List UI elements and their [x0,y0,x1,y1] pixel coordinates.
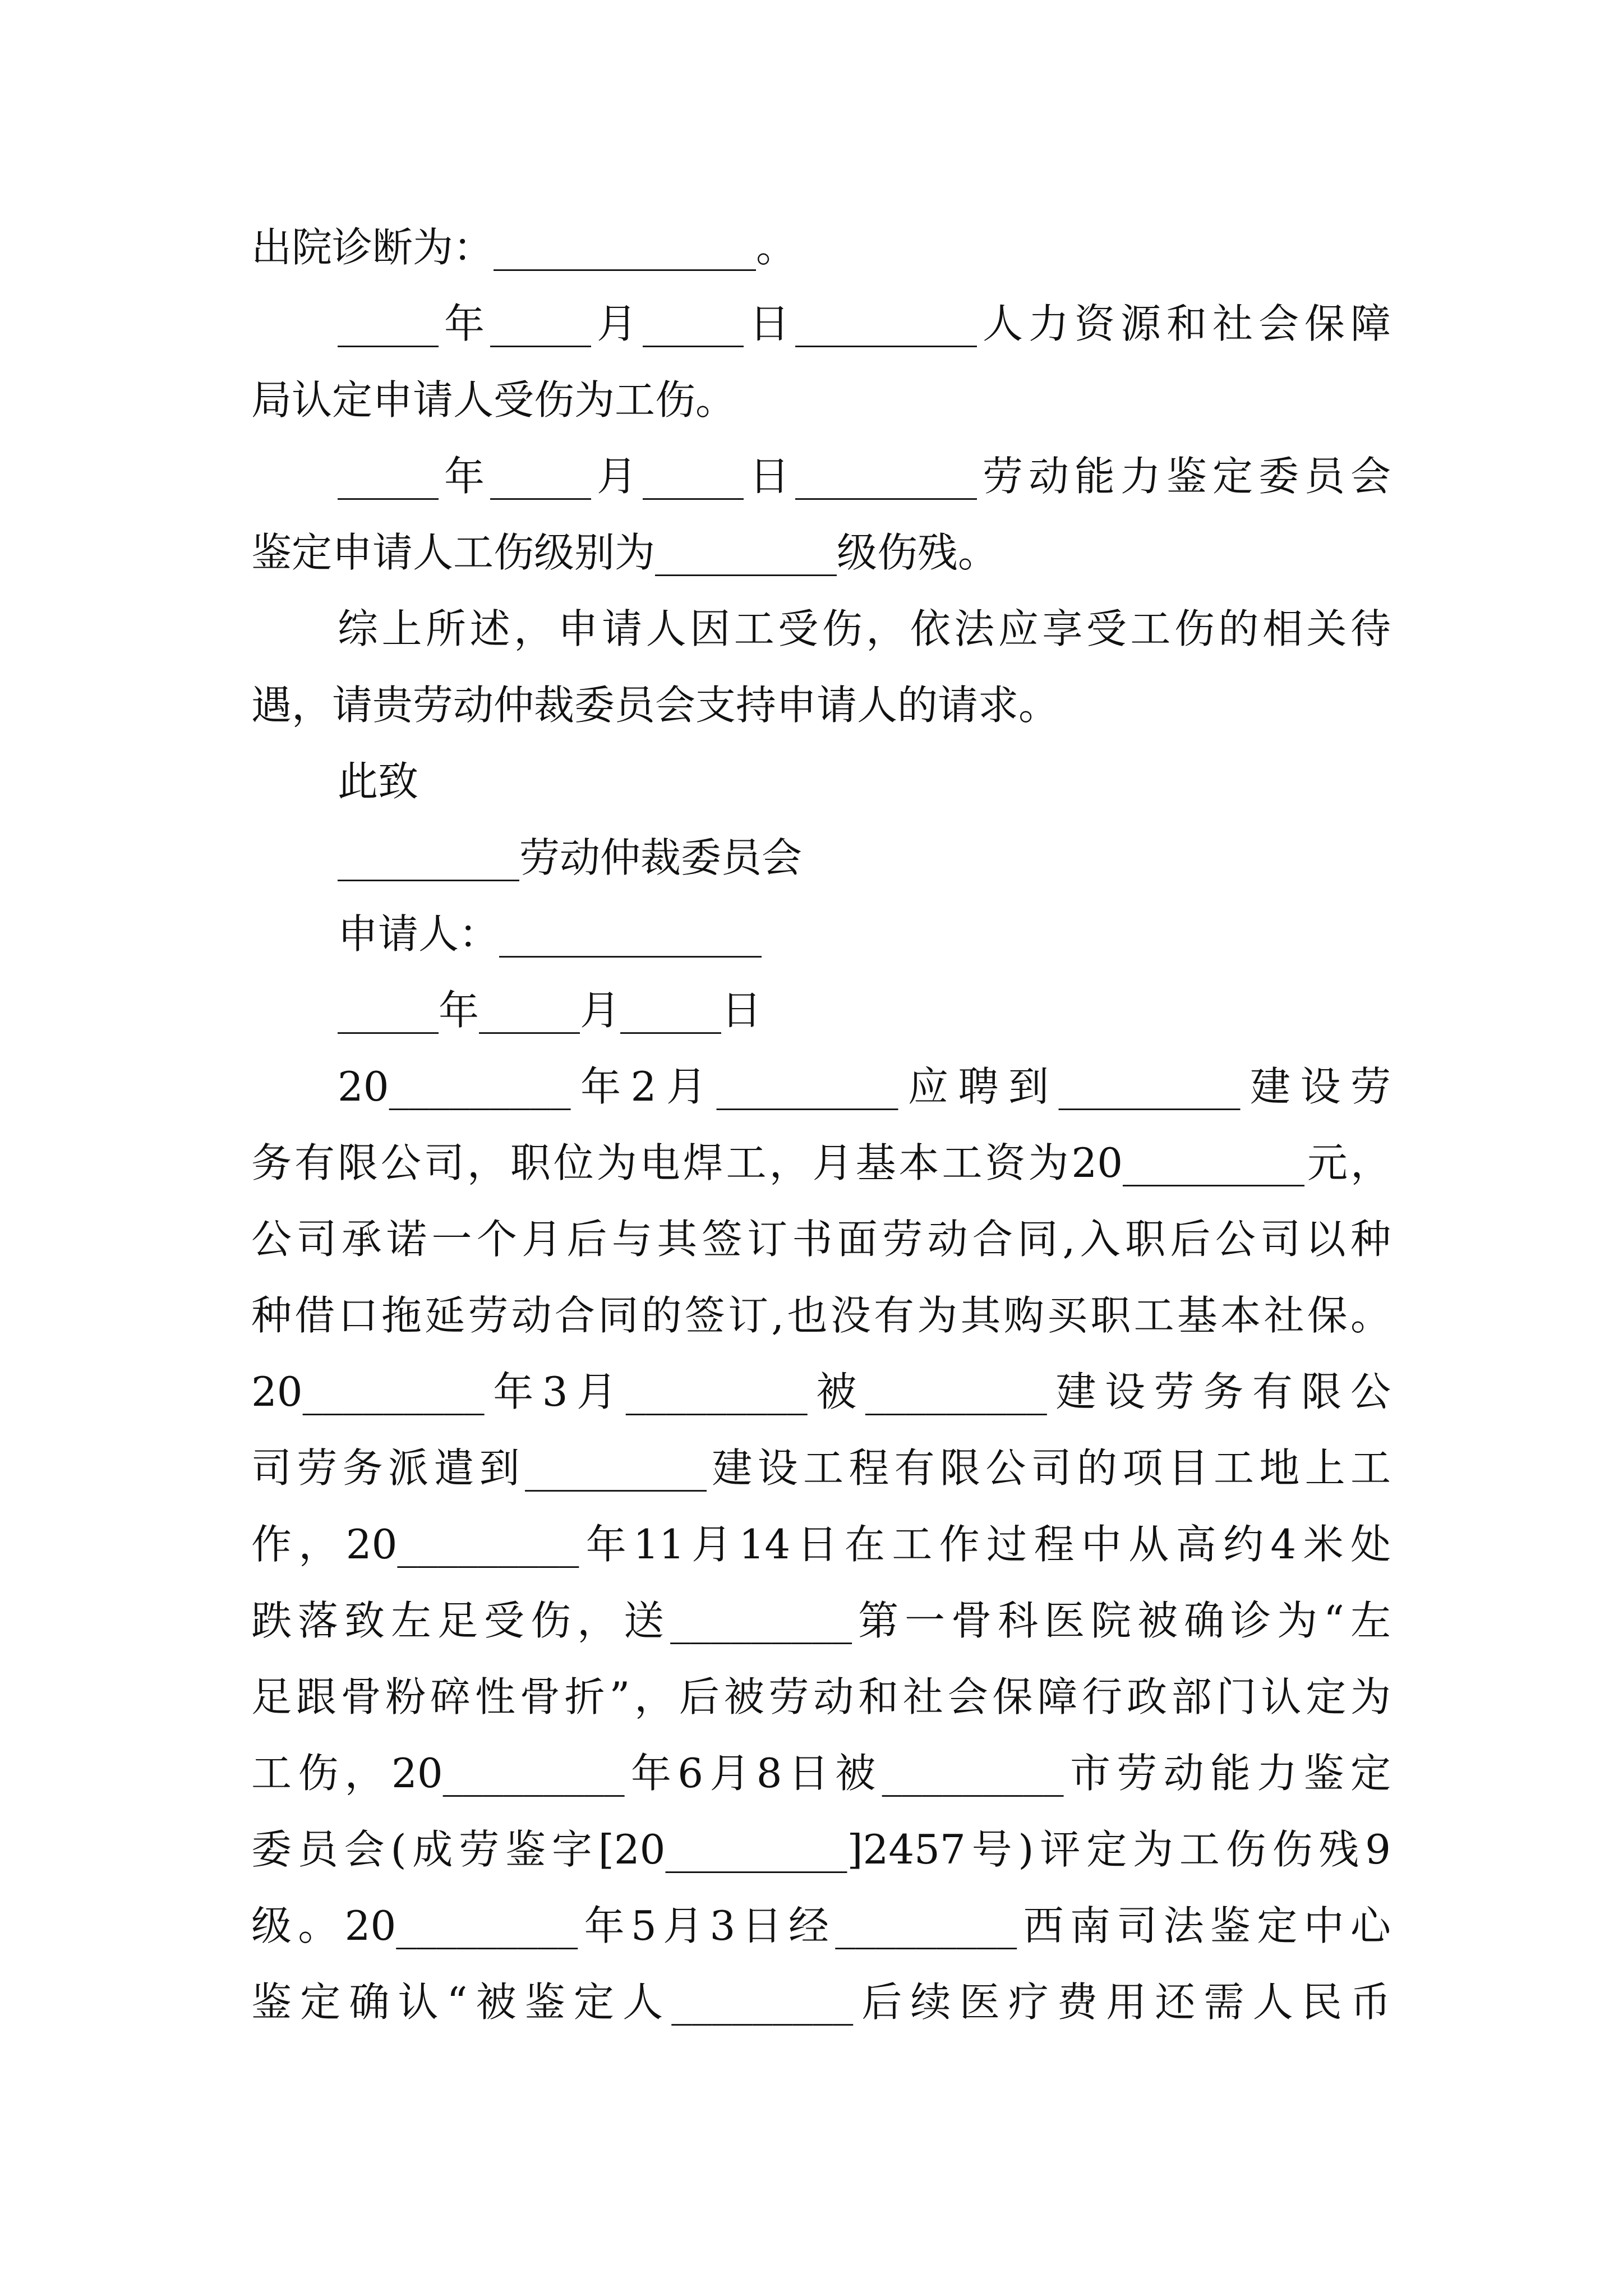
text-line-case-5: 20_________年3月_________被_________建设劳务有限公 [251,1368,1391,1415]
text-line-case-6: 司劳务派遣到_________建设工程有限公司的项目工地上工 [251,1444,1391,1492]
text-line-case-10: 工伤，20_________年6月8日被_________市劳动能力鉴定 [251,1750,1391,1797]
text-line-case-7: 作，20_________年11月14日在工作过程中从高约4米处 [251,1521,1391,1568]
text-line-case-2: 务有限公司，职位为电焊工，月基本工资为20_________元， [251,1139,1391,1186]
text-line-arbitration-committee: _________劳动仲裁委员会 [338,834,803,881]
text-line-case-1: 20_________年2月_________应聘到_________建设劳 [338,1063,1391,1110]
text-line-signature-date: _____年_____月_____日 [338,987,762,1034]
text-line-hr-bureau-date: _____年_____月_____日_________人力资源和社会保障 [338,300,1391,347]
text-line-salutation: 此致 [338,758,419,805]
text-line-disability-level: 鉴定申请人工伤级别为_________级伤残。 [251,529,999,576]
text-line-labor-capacity-date: _____年_____月_____日_________劳动能力鉴定委员会 [338,453,1391,500]
text-line-summary-2: 遇，请贵劳动仲裁委员会支持申请人的请求。 [251,682,1059,729]
text-line-case-13: 鉴定确认“被鉴定人_________后续医疗费用还需人民币 [251,1978,1391,2026]
text-line-case-3: 公司承诺一个月后与其签订书面劳动合同,入职后公司以种 [251,1216,1391,1263]
text-line-discharge-diagnosis: 出院诊断为：_____________。 [251,224,797,271]
text-line-case-9: 足跟骨粉碎性骨折”，后被劳动和社会保障行政部门认定为 [251,1673,1391,1720]
text-line-case-12: 级。20_________年5月3日经_________西南司法鉴定中心 [251,1902,1391,1949]
text-line-case-8: 跌落致左足受伤，送_________第一骨科医院被确诊为“左 [251,1597,1391,1644]
text-line-case-11: 委员会(成劳鉴字[20_________]2457号)评定为工伤伤残9 [251,1826,1391,1873]
text-line-summary-1: 综上所述，申请人因工受伤，依法应享受工伤的相关待 [338,605,1391,652]
text-line-applicant: 申请人：_____________ [338,910,762,958]
text-line-case-4: 种借口拖延劳动合同的签订,也没有为其购买职工基本社保。 [251,1292,1391,1339]
text-line-injury-recognized: 局认定申请人受伤为工伤。 [251,376,736,424]
